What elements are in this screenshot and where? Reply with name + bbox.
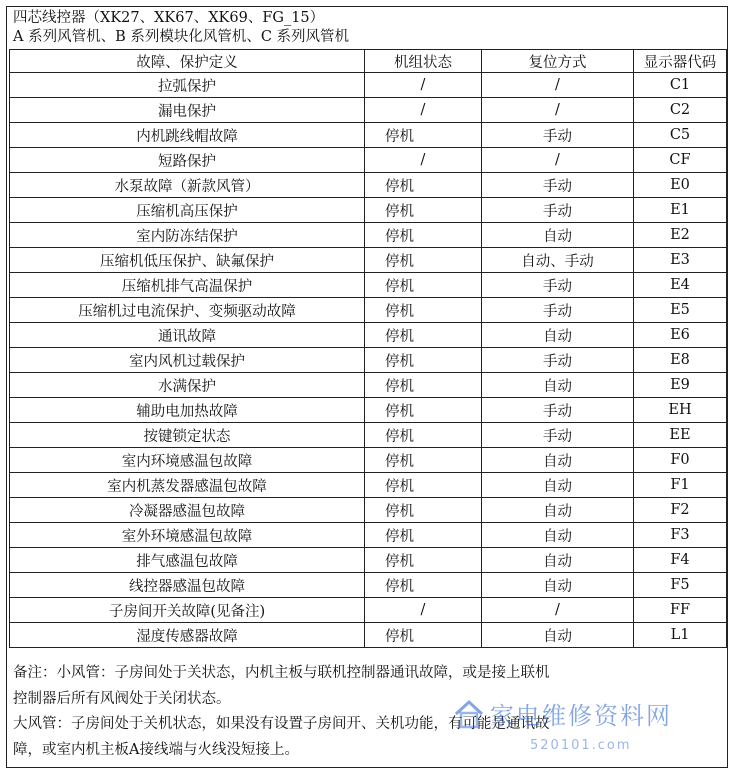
reset-method-cell: 自动: [482, 573, 634, 598]
unit-status-cell: 停机: [365, 298, 482, 323]
unit-status-cell: 停机: [365, 173, 482, 198]
unit-status-cell: 停机: [365, 123, 482, 148]
table-row: [10, 73, 727, 98]
table-row: [10, 498, 727, 523]
display-code-cell: EH: [634, 398, 727, 423]
fault-name-cell: 压缩机排气高温保护: [10, 273, 365, 298]
remark-line: 控制器后所有风阀处于关闭状态。: [13, 690, 231, 707]
reset-method-cell: 自动: [482, 323, 634, 348]
table-row: [10, 623, 727, 648]
display-code-cell: E0: [634, 173, 727, 198]
unit-status-cell: 停机: [365, 323, 482, 348]
fault-name-cell: 水泵故障（新款风管）: [10, 173, 365, 198]
reset-method-cell: 自动、手动: [482, 248, 634, 273]
remark-line: 大风管：子房间处于关机状态，如果没有设置子房间开、关机功能，有可能是通讯故: [13, 716, 550, 732]
col-header-unit-status: 机组状态: [365, 50, 482, 73]
fault-name-cell: 辅助电加热故障: [10, 398, 365, 423]
display-code-cell: E1: [634, 198, 727, 223]
reset-method-cell: 自动: [482, 548, 634, 573]
display-code-cell: L1: [634, 623, 727, 648]
table-row: [10, 448, 727, 473]
fault-name-cell: 拉弧保护: [10, 73, 365, 98]
table-row: [10, 123, 727, 148]
reset-method-cell: /: [482, 148, 634, 173]
watermark: [452, 696, 672, 731]
remark-line: 备注：小风管：子房间处于关状态，内机主板与联机控制器通讯故障，或是接上联机: [13, 665, 550, 681]
unit-status-cell: 停机: [365, 623, 482, 648]
fault-name-cell: 压缩机低压保护、缺氟保护: [10, 248, 365, 273]
fault-name-cell: 短路保护: [10, 148, 365, 173]
table-row: [10, 423, 727, 448]
display-code-cell: E9: [634, 373, 727, 398]
reset-method-cell: 手动: [482, 273, 634, 298]
table-row: [10, 373, 727, 398]
reset-method-cell: 手动: [482, 123, 634, 148]
display-code-cell: C5: [634, 123, 727, 148]
fault-name-cell: 内机跳线帽故障: [10, 123, 365, 148]
display-code-cell: C2: [634, 98, 727, 123]
fault-name-cell: 室内防冻结保护: [10, 223, 365, 248]
table-row: [10, 273, 727, 298]
unit-status-cell: 停机: [365, 223, 482, 248]
watermark-url: 520101.com: [530, 738, 632, 753]
table-row: [10, 173, 727, 198]
unit-status-cell: 停机: [365, 448, 482, 473]
fault-name-cell: 通讯故障: [10, 323, 365, 348]
table-row: [10, 98, 727, 123]
display-code-cell: C1: [634, 73, 727, 98]
fault-code-sheet: [6, 6, 728, 768]
table-row: [10, 323, 727, 348]
display-code-cell: E5: [634, 298, 727, 323]
fault-name-cell: 漏电保护: [10, 98, 365, 123]
unit-status-cell: 停机: [365, 198, 482, 223]
reset-method-cell: /: [482, 98, 634, 123]
fault-name-cell: 水满保护: [10, 373, 365, 398]
unit-status-cell: /: [365, 98, 482, 123]
table-row: [10, 523, 727, 548]
reset-method-cell: /: [482, 73, 634, 98]
col-header-reset-method: 复位方式: [482, 50, 634, 73]
fault-name-cell: 子房间开关故障(见备注): [10, 598, 365, 623]
fault-name-cell: 压缩机过电流保护、变频驱动故障: [10, 298, 365, 323]
reset-method-cell: 自动: [482, 223, 634, 248]
unit-status-cell: /: [365, 73, 482, 98]
fault-name-cell: 冷凝器感温包故障: [10, 498, 365, 523]
remark-line: 障，或室内机主板A接线端与火线没短接上。: [13, 741, 299, 758]
controller-title: 四芯线控器（XK27、XK67、XK69、FG_15）: [13, 10, 325, 26]
fault-name-cell: 排气感温包故障: [10, 548, 365, 573]
unit-status-cell: 停机: [365, 473, 482, 498]
display-code-cell: F1: [634, 473, 727, 498]
unit-status-cell: 停机: [365, 398, 482, 423]
fault-name-cell: 按键锁定状态: [10, 423, 365, 448]
table-row: [10, 298, 727, 323]
unit-status-cell: 停机: [365, 523, 482, 548]
reset-method-cell: 手动: [482, 173, 634, 198]
table-row: [10, 548, 727, 573]
col-header-display-code: 显示器代码: [634, 50, 727, 73]
display-code-cell: FF: [634, 598, 727, 623]
display-code-cell: E4: [634, 273, 727, 298]
table-row: [10, 473, 727, 498]
display-code-cell: F3: [634, 523, 727, 548]
table-row: [10, 248, 727, 273]
display-code-cell: F0: [634, 448, 727, 473]
unit-status-cell: /: [365, 598, 482, 623]
reset-method-cell: 手动: [482, 348, 634, 373]
fault-name-cell: 湿度传感器故障: [10, 623, 365, 648]
unit-status-cell: 停机: [365, 273, 482, 298]
unit-status-cell: 停机: [365, 248, 482, 273]
display-code-cell: E3: [634, 248, 727, 273]
unit-status-cell: 停机: [365, 373, 482, 398]
fault-name-cell: 室外环境感温包故障: [10, 523, 365, 548]
display-code-cell: E8: [634, 348, 727, 373]
unit-status-cell: /: [365, 148, 482, 173]
table-header-row: [10, 50, 727, 73]
reset-method-cell: 手动: [482, 423, 634, 448]
reset-method-cell: 自动: [482, 523, 634, 548]
table-row: [10, 598, 727, 623]
reset-method-cell: 自动: [482, 473, 634, 498]
table-row: [10, 398, 727, 423]
table-row: [10, 348, 727, 373]
house-logo-icon: [452, 697, 486, 731]
unit-status-cell: 停机: [365, 573, 482, 598]
unit-series-title: A 系列风管机、B 系列模块化风管机、C 系列风管机: [13, 29, 350, 45]
fault-name-cell: 线控器感温包故障: [10, 573, 365, 598]
reset-method-cell: 自动: [482, 448, 634, 473]
table-row: [10, 198, 727, 223]
reset-method-cell: /: [482, 598, 634, 623]
unit-status-cell: 停机: [365, 548, 482, 573]
table-row: [10, 573, 727, 598]
fault-name-cell: 室内机蒸发器感温包故障: [10, 473, 365, 498]
display-code-cell: F5: [634, 573, 727, 598]
unit-status-cell: 停机: [365, 348, 482, 373]
display-code-cell: E6: [634, 323, 727, 348]
display-code-cell: F4: [634, 548, 727, 573]
fault-name-cell: 室内风机过载保护: [10, 348, 365, 373]
reset-method-cell: 自动: [482, 498, 634, 523]
display-code-cell: EE: [634, 423, 727, 448]
display-code-cell: CF: [634, 148, 727, 173]
reset-method-cell: 手动: [482, 198, 634, 223]
unit-status-cell: 停机: [365, 498, 482, 523]
fault-code-table: [9, 49, 727, 648]
reset-method-cell: 自动: [482, 373, 634, 398]
reset-method-cell: 自动: [482, 623, 634, 648]
display-code-cell: E2: [634, 223, 727, 248]
fault-name-cell: 室内环境感温包故障: [10, 448, 365, 473]
display-code-cell: F2: [634, 498, 727, 523]
unit-status-cell: 停机: [365, 423, 482, 448]
watermark-text: 家电维修资料网: [490, 702, 672, 730]
table-row: [10, 148, 727, 173]
table-row: [10, 223, 727, 248]
col-header-fault: 故障、保护定义: [10, 50, 365, 73]
fault-name-cell: 压缩机高压保护: [10, 198, 365, 223]
reset-method-cell: 手动: [482, 398, 634, 423]
reset-method-cell: 手动: [482, 298, 634, 323]
